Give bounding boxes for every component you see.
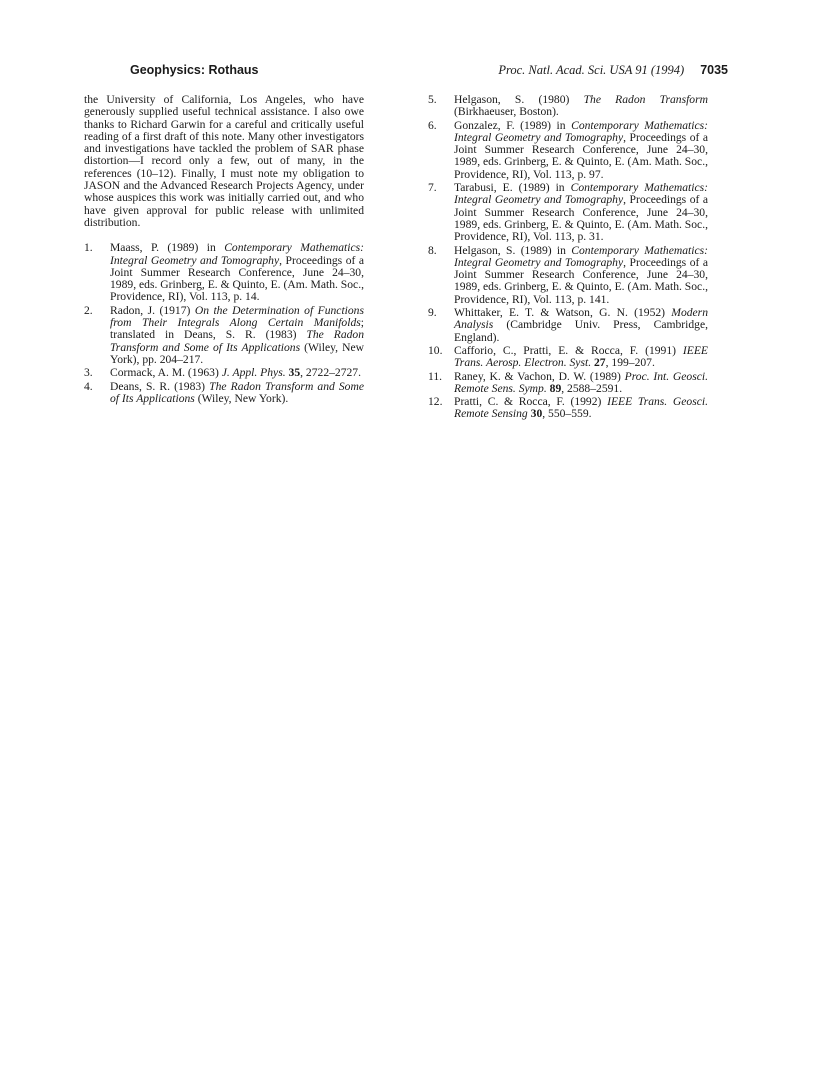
reference-segment: Helgason, S. (1989) in [454,243,572,257]
reference-item [84,381,364,406]
reference-number: 2. [84,303,93,317]
running-head-section: Geophysics: Rothaus [130,63,259,77]
page-header [130,63,728,81]
reference-item [428,120,708,181]
reference-title: Contemporary Mathematics: Integral Geometry and Tomography [454,181,708,207]
reference-title: The Radon Transform [583,93,708,106]
reference-number: 11. [428,369,443,383]
acknowledgment-paragraph: the University of California, Los Angeles, who have generously supplied useful technical assistance. I also owe thanks to Richard Garwin for a careful and critically useful reading of a first draft of this note. Many other investigators and investigations have tackled the problem of SAR phase distortion—I record only a few, out of many, in the references (10–12). Finally, I must note my obligation to JASON and the Advanced Research Projects Agency, under whose auspices this work was initially carried out, and who have given approval for public release with unlimited distribution. [84,93,364,229]
reference-title: IEEE Trans. Geosci. Remote Sensing [454,395,709,421]
reference-number: 1. [84,241,93,255]
reference-title: The Radon Transform and Some of Its Applications [110,328,365,354]
journal-citation: Proc. Natl. Acad. Sci. USA 91 (1994) [498,63,685,77]
reference-segment: Deans, S. R. (1983) [110,379,210,393]
reference-segment: (Wiley, New York). [194,391,289,405]
reference-segment: (Cambridge Univ. Press, Cambridge, England). [454,318,708,344]
reference-number: 9. [428,306,437,320]
reference-list-right [428,94,708,421]
reference-number: 5. [428,93,437,106]
reference-item [84,242,364,303]
reference-title: Contemporary Mathematics: Integral Geometry and Tomography [454,118,709,144]
reference-segment: (Wiley, New York), pp. 204–217. [110,340,364,366]
reference-title: On the Determination of Functions from Their Integrals Along Certain Manifolds [110,303,364,330]
reference-number: 8. [428,243,437,257]
reference-item [428,371,708,396]
reference-title: Modern Analysis [454,306,708,332]
reference-item [84,305,364,366]
reference-text [454,395,708,420]
running-head-journal [498,63,728,78]
reference-text [454,181,708,243]
reference-segment: , Proceedings of a Joint Summer Research Conference, June 24–30, 1989, eds. Grinberg, E. & Quinto, E. (Am. Math. Soc., Providence, RI), Vol. 113, p. 141. [454,255,708,306]
reference-segment: Pratti, C. & Rocca, F. (1992) [454,395,608,409]
reference-number: 4. [84,379,93,393]
reference-item [428,307,708,344]
reference-segment: , Proceedings of a Joint Summer Research Conference, June 24–30, 1989, eds. Grinberg, E. & Quinto, E. (Am. Math. Soc., Providence, RI), Vol. 113, p. 31. [454,193,708,244]
reference-segment: , 550–559. [542,407,592,421]
reference-text [454,344,708,369]
reference-segment: Maass, P. (1989) in [110,241,225,255]
reference-segment: Gonzalez, F. (1989) in [454,118,572,132]
reference-text [110,241,364,303]
reference-number: 10. [428,343,443,357]
reference-segment: Helgason, S. (1980) [454,93,584,106]
reference-text [110,366,361,379]
reference-title: Contemporary Mathematics: Integral Geometry and Tomography [454,243,708,269]
reference-item [428,94,708,119]
reference-item [428,245,708,306]
reference-segment: , 2722–2727. [300,366,361,380]
reference-title: Contemporary Mathematics: Integral Geometry and Tomography [110,241,364,267]
reference-text [454,370,708,395]
reference-segment: , Proceedings of a Joint Summer Research Conference, June 24–30, 1989, eds. Grinberg, E. & Quinto, E. (Am. Math. Soc., Providence, RI), Vol. 113, p. 97. [454,130,708,181]
reference-segment: (Birkhaeuser, Boston). [454,105,559,119]
reference-segment: Cormack, A. M. (1963) [110,366,222,380]
reference-segment: , 199–207. [605,356,655,370]
left-column [84,94,364,406]
reference-segment: Whittaker, E. T. & Watson, G. N. (1952) [454,306,672,320]
reference-list-left [84,242,364,405]
reference-title: Proc. Int. Geosci. Remote Sens. Symp. [454,369,709,395]
reference-item [428,182,708,243]
reference-number: 3. [84,366,93,380]
reference-text [454,306,708,344]
reference-number: 6. [428,118,437,132]
reference-volume: 27 [594,356,606,370]
reference-item [428,396,708,421]
page-number: 7035 [700,63,728,77]
reference-item [84,367,364,379]
reference-number: 12. [428,395,443,409]
reference-text [454,244,708,306]
reference-segment: ; translated in Deans, S. R. (1983) [110,316,364,342]
reference-segment: Raney, K. & Vachon, D. W. (1989) [454,369,625,383]
reference-volume: 30 [530,407,543,421]
reference-segment: Cafforio, C., Pratti, E. & Rocca, F. (1991) [454,343,683,357]
reference-volume: 35 [288,366,301,380]
reference-title: IEEE Trans. Aerosp. Electron. Syst. [454,343,708,370]
reference-text [110,380,364,405]
reference-title: J. Appl. Phys. [221,366,286,380]
reference-segment: , Proceedings of a Joint Summer Research Conference, June 24–30, 1989, eds. Grinberg, E. & Quinto, E. (Am. Math. Soc., Providence, RI), Vol. 113, p. 14. [110,253,364,304]
reference-segment: , 2588–2591. [561,381,623,395]
reference-title: The Radon Transform and Some of Its Applications [110,379,364,405]
right-column [428,94,708,422]
reference-item [428,345,708,370]
reference-text [110,304,364,366]
reference-segment: Radon, J. (1917) [110,303,195,317]
reference-volume: 89 [549,381,562,395]
reference-number: 7. [428,181,437,195]
reference-text [454,119,708,181]
reference-segment: Tarabusi, E. (1989) in [454,181,571,195]
reference-text [454,93,708,118]
